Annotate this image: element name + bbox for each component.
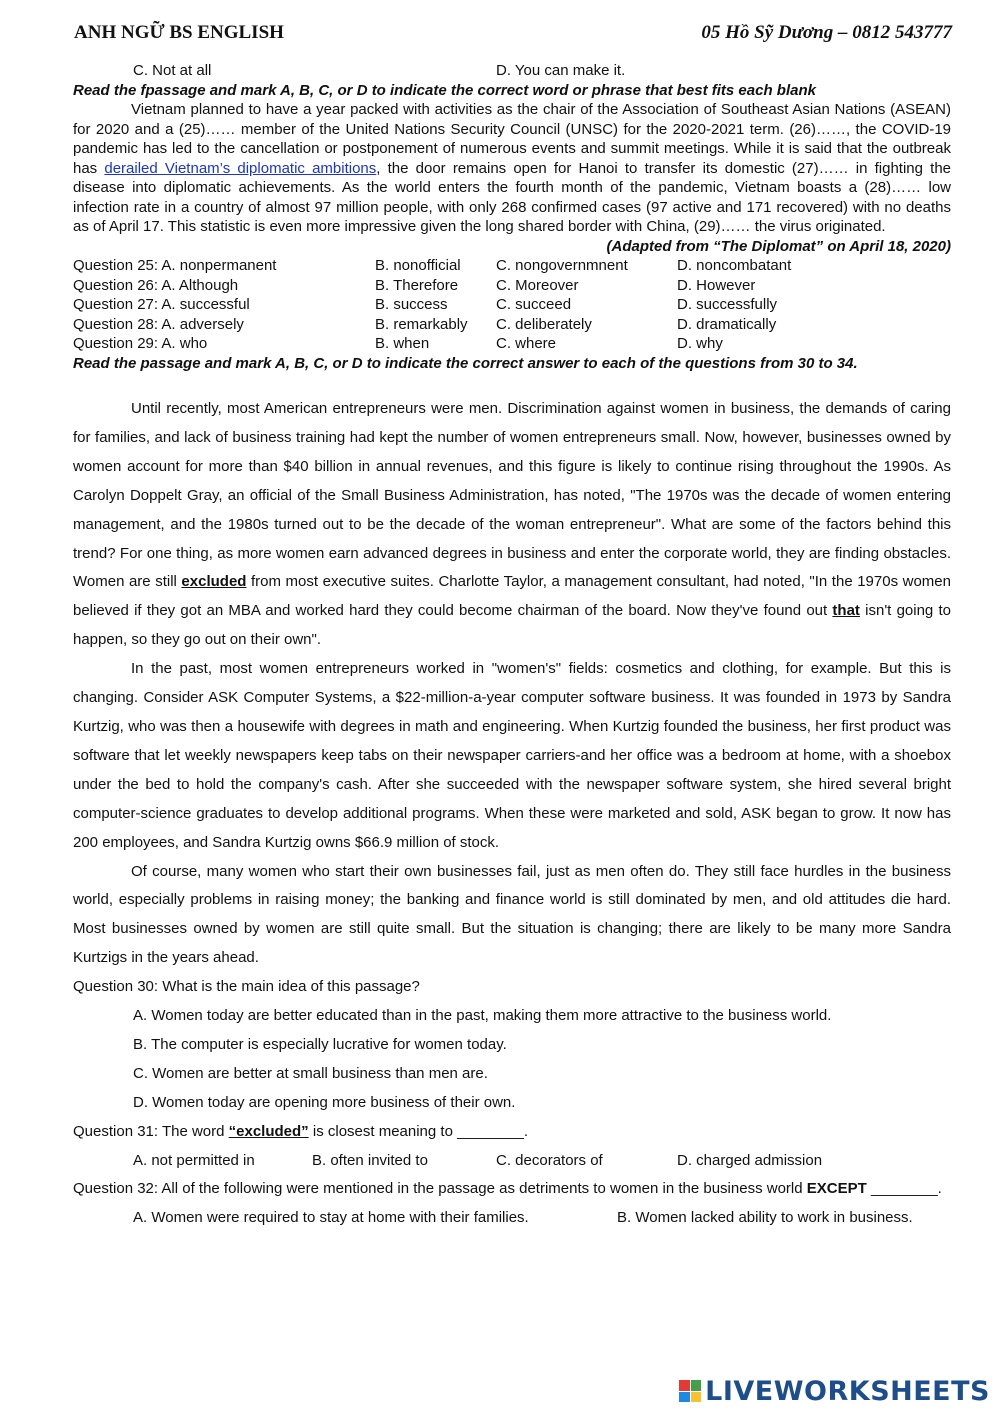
reading-paragraph-1 [73,395,951,655]
q31-option-b[interactable]: B. often invited to [312,1151,428,1169]
option-c[interactable]: C. Not at all [133,62,212,79]
question-row [73,334,951,354]
question-option-d[interactable]: D. successfully [677,296,778,313]
logo-square [679,1380,690,1391]
question-option-a[interactable]: Question 26: A. Although [73,276,239,294]
question-option-d[interactable]: D. dramatically [677,315,777,333]
option-d[interactable]: D. You can make it. [496,62,626,79]
cloze-text-part1: Vietnam planned to have a year packed with activities as the chair of the Association of Southeast Asian Nations (ASEAN) for 2020 and a (25)…… member of the United Nations Security Council (UNSC) for the 2020-2021 term. (26)……, the COVID-19 pandemic has led to the cancellation or postponement of numerous events and summit meetings. While it is said that the outbreak has [73,101,951,177]
school-contact: 05 Hồ Sỹ Dương – 0812 543777 [701,22,952,43]
question-30: Question 30: What is the main idea of this passage? [73,978,420,996]
question-option-b[interactable]: B. remarkably [375,315,468,333]
reading-instruction: Read the passage and mark A, B, C, or D to indicate the correct answer to each of the questions from 30 to 34. [73,354,858,372]
reading-section [73,395,951,1233]
question-row [73,256,951,276]
article-link[interactable]: derailed Vietnam’s diplomatic ambitions [104,159,377,177]
q30-option-b[interactable]: B. The computer is especially lucrative for women today. [133,1035,507,1053]
q32-option-a[interactable]: A. Women were required to stay at home with their families. [133,1209,529,1227]
paragraph-text: from most executive suites. Charlotte Taylor, a management consultant, had noted, "In the 1970s women believed if they got an MBA and worked hard they could become chairman of the board. Now they've found out [73,573,951,620]
question-option-c[interactable]: C. nongovernmnent [496,257,628,274]
liveworksheets-logo [679,1376,990,1406]
question-text: Question 32: All of the following were mentioned in the passage as detriments to women in the business world [73,1180,807,1198]
question-text: is closest meaning to ________. [308,1122,528,1140]
question-option-b[interactable]: B. Therefore [375,276,459,294]
school-name: ANH NGỮ BS ENGLISH [74,22,284,43]
highlighted-word-that: that [832,602,860,620]
q31-options [133,1147,951,1176]
question-row [73,276,951,296]
question-option-a[interactable]: Question 27: A. successful [73,296,250,313]
logo-square [691,1392,702,1403]
q30-option-d[interactable]: D. Women today are opening more business of their own. [133,1093,516,1111]
question-option-a[interactable]: Question 28: A. adversely [73,315,244,333]
question-option-b[interactable]: B. nonofficial [375,257,461,274]
question-option-c[interactable]: C. deliberately [496,315,592,333]
paragraph-text: Until recently, most American entrepreneurs were men. Discrimination against women in business, the demands of caring for families, and lack of business training had kept the number of women entrepreneurs small. Now, however, businesses owned by women account for more than $40 billion in annual revenues, and this figure is likely to continue rising throughout the 1990s. As Carolyn Doppelt Gray, an official of the Small Business Administration, has noted, "The 1970s was the decade of women entering management, and the 1980s turned out to be the decade of the woman entrepreneur". What are some of the factors behind this trend? For one thing, as more women earn advanced degrees in business and enter the corporate world, they are finding obstacles. Women are still [73,400,951,591]
q31-option-a[interactable]: A. not permitted in [133,1151,255,1169]
q31-option-c[interactable]: C. decorators of [496,1151,603,1169]
question-31 [73,1118,951,1147]
question-option-c[interactable]: C. succeed [496,296,572,313]
q30-option-a[interactable]: A. Women today are better educated than in the past, making them more attractive to the business world. [133,1007,832,1025]
question-option-c[interactable]: C. where [496,335,557,352]
question-option-b[interactable]: B. when [375,335,430,352]
answer-blank: ________. [870,1180,942,1198]
question-option-a[interactable]: Question 29: A. who [73,335,208,352]
question-option-a[interactable]: Question 25: A. nonpermanent [73,257,277,274]
reading-paragraph-2: In the past, most women entrepreneurs worked in "women's" fields: cosmetics and clothing, for example. But this is changing. Consider ASK Computer Systems, a $22-million-a-year computer software business. It was founded in 1973 by Sandra Kurtzig, who was then a housewife with degrees in math and engineering. When Kurtzig founded the business, her first product was software that let weekly newspapers keep tabs on their newspaper carriers-and her office was a bedroom at home, with a shoebox under the bed to hold the company's cash. After she succeeded with the newspaper software system, she hired several bright computer-science graduates to develop additional programs. When these were marketed and sold, ASK began to grow. It now has 200 employees, and Sandra Kurtzig owns $66.9 million of stock. [73,660,951,851]
cloze-instruction: Read the fpassage and mark A, B, C, or D to indicate the correct word or phrase that best fits each blank [73,81,816,99]
page-header [74,22,952,48]
question-row [73,295,951,315]
passage-source: (Adapted from “The Diplomat” on April 18, 2020) [606,237,951,255]
logo-text: LIVEWORKSHEETS [705,1375,990,1407]
highlighted-word-excluded: excluded [181,573,247,591]
previous-question-options [73,61,951,81]
logo-square [691,1380,702,1391]
question-option-d[interactable]: D. why [677,335,723,352]
question-option-c[interactable]: C. Moreover [496,276,579,294]
question-row [73,315,951,335]
q31-option-d[interactable]: D. charged admission [677,1151,823,1169]
q32-options [133,1204,951,1233]
cloze-section [73,61,951,373]
question-option-d[interactable]: D. noncombatant [677,257,792,274]
q30-option-c[interactable]: C. Women are better at small business than men are. [133,1064,488,1082]
logo-grid-icon [679,1380,701,1402]
question-32 [73,1175,951,1204]
question-option-b[interactable]: B. success [375,296,448,313]
cloze-passage [73,100,951,237]
cloze-text-part2: , the door remains open for Hanoi to transfer its domestic (27)…… in fighting the disease into diplomatic achievements. As the world enters the fourth month of the pandemic, Vietnam boasts a (28)…… low infection rate in a country of almost 97 million people, with only 268 confirmed cases (97 active and 171 recovered) with no deaths as of April 17. This statistic is even more impressive given the long shared border with China, (29)…… the virus originated. [73,159,952,235]
question-32-except: EXCEPT [806,1180,867,1198]
q32-option-b[interactable]: B. Women lacked ability to work in business. [617,1209,913,1227]
logo-square [679,1392,690,1403]
question-31-keyword: “excluded” [228,1122,309,1140]
paragraph-text: isn't going to happen, so they go out on their own". [73,602,952,649]
reading-paragraph-3: Of course, many women who start their own businesses fail, just as men often do. They still face hurdles in the business world, especially problems in raising money; the banking and finance world is still dominated by men, and old attitudes die hard. Most businesses owned by women are still quite small. But the situation is changing; there are likely to be many more Sandra Kurtzigs in the years ahead. [73,862,951,967]
question-option-d[interactable]: D. However [677,276,756,294]
question-text: Question 31: The word [73,1122,229,1140]
